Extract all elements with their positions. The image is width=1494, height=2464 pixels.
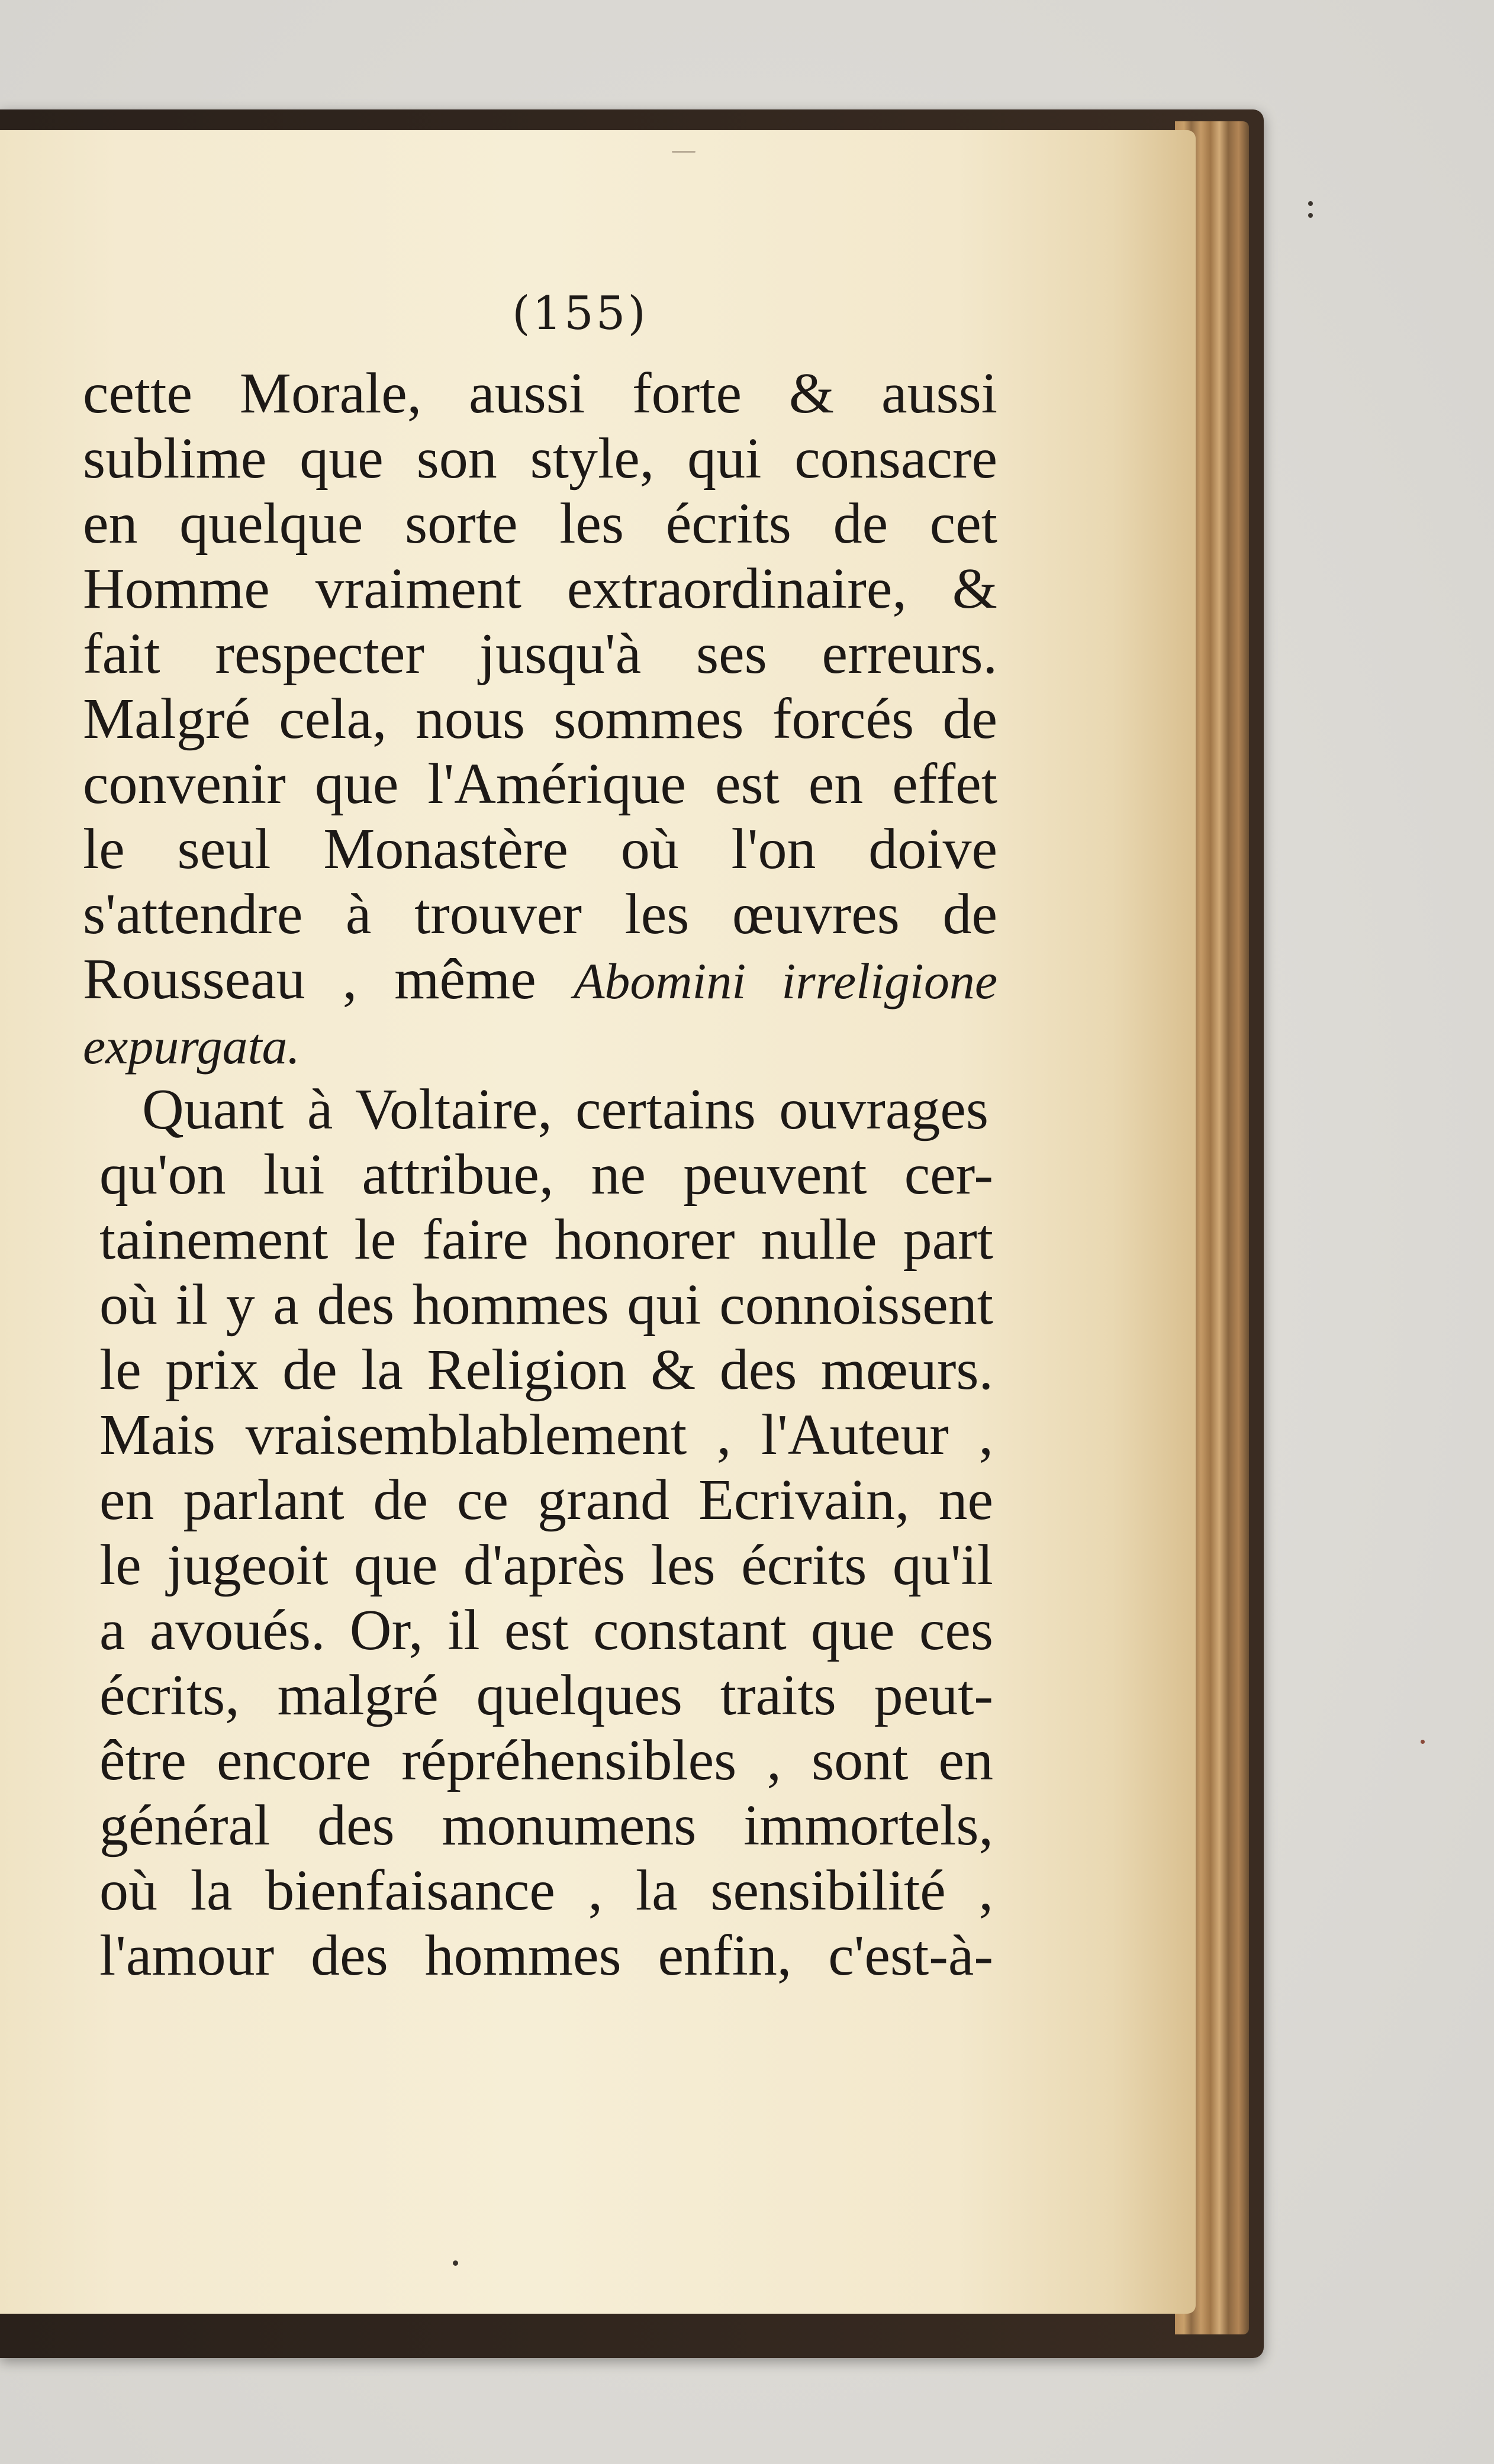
- text-line: écrits, malgré quelques traits peut-: [99, 1663, 993, 1727]
- text-line: le jugeoit que d'après les écrits qu'il: [99, 1533, 993, 1597]
- dust-speck: [672, 151, 696, 153]
- text-line: en parlant de ce grand Ecrivain, ne: [99, 1468, 993, 1532]
- text-line: Malgré cela, nous sommes forcés de: [83, 687, 997, 751]
- text-line: Quant à Voltaire, certains ouvrages: [142, 1078, 989, 1141]
- text-line: convenir que l'Amérique est en effet: [83, 752, 997, 816]
- dust-speck: [1308, 213, 1313, 218]
- text-line: où la bienfaisance , la sensibilité ,: [99, 1859, 993, 1923]
- italic-phrase: Abomini irreligione: [573, 953, 997, 1010]
- text-line: Rousseau , même Abomini irreligione: [83, 947, 997, 1011]
- dust-speck: [453, 2260, 458, 2266]
- text-line: être encore répréhensibles , sont en: [99, 1728, 993, 1792]
- text-line: fait respecter jusqu'à ses erreurs.: [83, 622, 997, 686]
- page-number: (155): [512, 287, 648, 340]
- text-line: cette Morale, aussi forte & aussi: [83, 362, 997, 425]
- text-line: sublime que son style, qui consacre: [83, 427, 997, 491]
- text-line: le prix de la Religion & des mœurs.: [99, 1338, 993, 1402]
- text-line: s'attendre à trouver les œuvres de: [83, 882, 997, 946]
- text-line: Homme vraiment extraordinaire, &: [83, 557, 997, 621]
- text-line: où il y a des hommes qui connoissent: [99, 1273, 993, 1337]
- text-line: général des monumens immortels,: [99, 1794, 993, 1857]
- text-line: [83, 1012, 997, 1077]
- dust-speck: [1421, 1740, 1425, 1744]
- text-line: le seul Monastère où l'on doive: [83, 817, 997, 881]
- italic-phrase: expurgata.: [83, 1018, 301, 1075]
- text-line: qu'on lui attribue, ne peuvent cer-: [99, 1143, 993, 1207]
- text-line: tainement le faire honorer nulle part: [99, 1208, 993, 1272]
- text-line: en quelque sorte les écrits de cet: [83, 492, 997, 556]
- text-line: l'amour des hommes enfin, c'est-à-: [99, 1924, 993, 1988]
- text-line: Mais vraisemblablement , l'Auteur ,: [99, 1403, 993, 1467]
- text-line: a avoués. Or, il est constant que ces: [99, 1598, 993, 1662]
- dust-speck: [1308, 201, 1313, 206]
